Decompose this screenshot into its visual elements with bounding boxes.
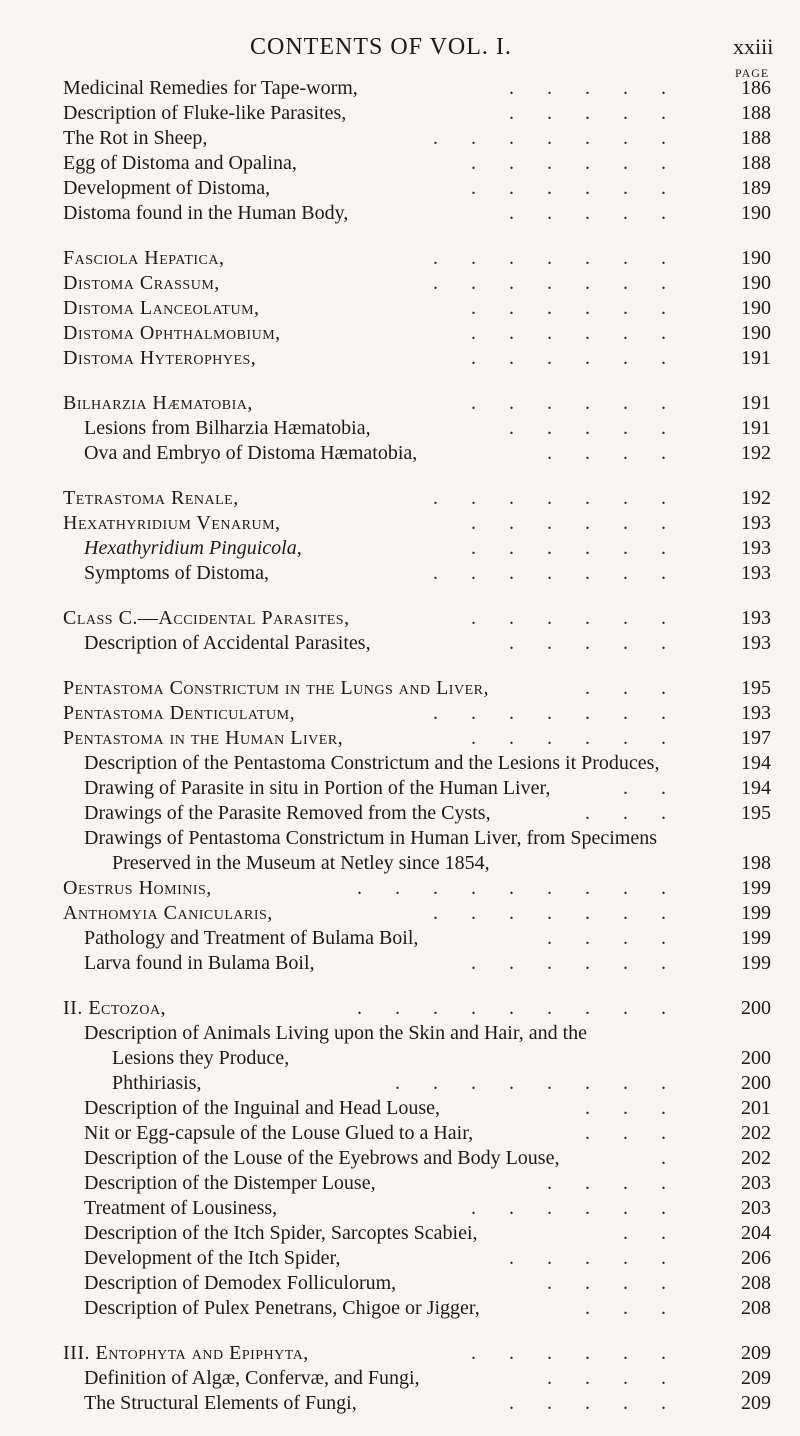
entry-page: 201	[741, 1097, 771, 1119]
leader-dots: . . . .	[547, 927, 680, 949]
toc-entry[interactable]	[0, 126, 800, 151]
toc-entry[interactable]	[0, 701, 800, 726]
toc-entry[interactable]	[0, 996, 800, 1021]
entry-title: Pentastoma Constrictum in the Lungs and Liver,	[63, 677, 489, 699]
entry-page: 198	[741, 852, 771, 874]
entry-title: Distoma Lanceolatum,	[63, 297, 260, 319]
entry-title-continuation: Preserved in the Museum at Netley since 1854,	[112, 852, 490, 874]
toc-entry[interactable]	[0, 176, 800, 201]
page-header	[0, 34, 800, 64]
entry-title: III. Entophyta and Epiphyta,	[63, 1342, 309, 1364]
entry-title: Hexathyridium Pinguicola,	[84, 537, 302, 559]
entry-page: 200	[741, 997, 771, 1019]
entry-page: 186	[741, 77, 771, 99]
entry-page: 197	[741, 727, 771, 749]
toc-entry[interactable]	[0, 901, 800, 926]
leader-dots: . . . . . .	[471, 177, 680, 199]
leader-dots: . . . . . .	[471, 322, 680, 344]
toc-entry[interactable]	[0, 1021, 800, 1071]
entry-page: 188	[741, 102, 771, 124]
leader-dots: . . . . . .	[471, 392, 680, 414]
leader-dots: . . . . . .	[471, 952, 680, 974]
toc-entry[interactable]	[0, 801, 800, 826]
entry-title: Oestrus Hominis,	[63, 877, 212, 899]
leader-dots: . . . . .	[509, 417, 680, 439]
entry-page: 209	[741, 1367, 771, 1389]
entry-title: Description of Accidental Parasites,	[84, 632, 371, 654]
folio-number: xxiii	[733, 34, 774, 59]
toc-entry[interactable]	[0, 346, 800, 371]
leader-dots: . . . . . .	[471, 1342, 680, 1364]
entry-title: Medicinal Remedies for Tape-worm,	[63, 77, 358, 99]
leader-dots: . . . . . . .	[433, 562, 680, 584]
table-of-contents	[0, 76, 800, 1436]
entry-page: 202	[741, 1147, 771, 1169]
entry-page: 209	[741, 1342, 771, 1364]
leader-dots: . . . . . . . . .	[357, 997, 680, 1019]
entry-page: 209	[741, 1392, 771, 1414]
toc-entry[interactable]	[0, 536, 800, 561]
leader-dots: . .	[623, 1222, 680, 1244]
toc-entry[interactable]	[0, 1221, 800, 1246]
entry-title: Egg of Distoma and Opalina,	[63, 152, 297, 174]
leader-dots: . . . . . . . .	[395, 1072, 680, 1094]
entry-page: 193	[741, 702, 771, 724]
toc-entry[interactable]	[0, 511, 800, 536]
toc-entry[interactable]	[0, 271, 800, 296]
entry-title: Pentastoma Denticulatum,	[63, 702, 296, 724]
entry-title: Nit or Egg-capsule of the Louse Glued to a Hair,	[84, 1122, 474, 1144]
leader-dots: . . . . .	[509, 1392, 680, 1414]
leader-dots: . . .	[585, 677, 680, 699]
leader-dots: . . . . . .	[471, 1197, 680, 1219]
entry-title: Distoma Hyterophyes,	[63, 347, 257, 369]
toc-entry[interactable]	[0, 926, 800, 951]
entry-page: 199	[741, 952, 771, 974]
entry-title: Description of Demodex Folliculorum,	[84, 1272, 397, 1294]
entry-title: Description of the Itch Spider, Sarcoptes Scabiei,	[84, 1222, 478, 1244]
leader-dots: . . . . . . .	[433, 127, 680, 149]
entry-title: Pentastoma in the Human Liver,	[63, 727, 344, 749]
leader-dots: . . . . . . .	[433, 902, 680, 924]
toc-entry[interactable]	[0, 876, 800, 901]
leader-dots: . .	[623, 777, 680, 799]
leader-dots: . . . . .	[509, 632, 680, 654]
entry-title: Drawings of the Parasite Removed from the Cysts,	[84, 802, 491, 824]
entry-page: 199	[741, 902, 771, 924]
entry-page: 194	[741, 777, 771, 799]
toc-entry[interactable]	[0, 1246, 800, 1271]
entry-title: Description of Pulex Penetrans, Chigoe or Jigger,	[84, 1297, 480, 1319]
entry-page: 190	[741, 202, 771, 224]
toc-entry[interactable]	[0, 951, 800, 976]
toc-group-distoma-species	[0, 246, 800, 371]
entry-title: Description of the Distemper Louse,	[84, 1172, 376, 1194]
entry-page: 208	[741, 1272, 771, 1294]
leader-dots: . . . .	[547, 1172, 680, 1194]
toc-entry[interactable]	[0, 1071, 800, 1096]
toc-entry[interactable]	[0, 486, 800, 511]
toc-group-accidental-parasites	[0, 606, 800, 656]
entry-title: The Rot in Sheep,	[63, 127, 208, 149]
toc-entry[interactable]	[0, 1341, 800, 1366]
entry-title: Definition of Algæ, Confervæ, and Fungi,	[84, 1367, 420, 1389]
entry-page: 193	[741, 562, 771, 584]
entry-title: Drawing of Parasite in situ in Portion of the Human Liver,	[84, 777, 551, 799]
entry-page: 189	[741, 177, 771, 199]
leader-dots: . . . .	[547, 1367, 680, 1389]
entry-title: Symptoms of Distoma,	[84, 562, 270, 584]
leader-dots: . . . . . .	[471, 297, 680, 319]
leader-dots: . . . . .	[509, 102, 680, 124]
entry-page: 188	[741, 152, 771, 174]
running-title: CONTENTS OF VOL. I.	[250, 34, 512, 60]
entry-page: 199	[741, 877, 771, 899]
entry-page: 208	[741, 1297, 771, 1319]
toc-entry[interactable]	[0, 1296, 800, 1321]
entry-title: Phthiriasis,	[112, 1072, 202, 1094]
toc-entry[interactable]	[0, 441, 800, 466]
entry-title: II. Ectozoa,	[63, 997, 167, 1019]
toc-group-entophyta	[0, 1341, 800, 1416]
entry-title: Development of Distoma,	[63, 177, 271, 199]
entry-page: 203	[741, 1197, 771, 1219]
toc-entry[interactable]	[0, 631, 800, 656]
toc-entry[interactable]	[0, 1391, 800, 1416]
toc-entry[interactable]	[0, 826, 800, 876]
toc-entry[interactable]	[0, 201, 800, 226]
entry-page: 193	[741, 537, 771, 559]
entry-page: 202	[741, 1122, 771, 1144]
toc-entry[interactable]	[0, 246, 800, 271]
toc-entry[interactable]	[0, 751, 800, 776]
leader-dots: . . . . .	[509, 77, 680, 99]
entry-title: Development of the Itch Spider,	[84, 1247, 341, 1269]
toc-entry[interactable]	[0, 1096, 800, 1121]
leader-dots: . . . .	[547, 442, 680, 464]
toc-entry[interactable]	[0, 1271, 800, 1296]
entry-page: 191	[741, 392, 771, 414]
toc-group-bilharzia	[0, 391, 800, 466]
entry-title-continuation: Lesions they Produce,	[112, 1047, 290, 1069]
toc-group-pentastoma	[0, 676, 800, 976]
leader-dots: . . . . . . .	[433, 247, 680, 269]
toc-entry[interactable]	[0, 1171, 800, 1196]
toc-group-ectozoa	[0, 996, 800, 1321]
toc-entry[interactable]	[0, 76, 800, 101]
toc-entry[interactable]	[0, 776, 800, 801]
entry-page: 194	[741, 752, 771, 774]
entry-title: Distoma Ophthalmobium,	[63, 322, 281, 344]
leader-dots: . . . . . . .	[433, 702, 680, 724]
entry-page: 190	[741, 272, 771, 294]
toc-entry[interactable]	[0, 296, 800, 321]
leader-dots: . . . . . . .	[433, 272, 680, 294]
toc-entry[interactable]	[0, 151, 800, 176]
toc-entry[interactable]	[0, 101, 800, 126]
entry-page: 193	[741, 632, 771, 654]
entry-page: 203	[741, 1172, 771, 1194]
entry-page: 199	[741, 927, 771, 949]
leader-dots: . . . . . . . . .	[357, 877, 680, 899]
entry-page: 190	[741, 297, 771, 319]
entry-title: Description of the Inguinal and Head Louse,	[84, 1097, 441, 1119]
entry-title: Distoma found in the Human Body,	[63, 202, 349, 224]
entry-title: Treatment of Lousiness,	[84, 1197, 278, 1219]
entry-page: 192	[741, 487, 771, 509]
toc-entry[interactable]	[0, 561, 800, 586]
entry-title: Description of the Louse of the Eyebrows and Body Louse,	[84, 1147, 560, 1169]
toc-entry[interactable]	[0, 416, 800, 441]
entry-page: 193	[741, 512, 771, 534]
leader-dots: . . . . . .	[471, 727, 680, 749]
entry-page: 200	[741, 1047, 771, 1069]
leader-dots: . . .	[585, 802, 680, 824]
entry-title: Tetrastoma Renale,	[63, 487, 239, 509]
entry-page: 195	[741, 802, 771, 824]
leader-dots: . . . .	[547, 1272, 680, 1294]
leader-dots: .	[661, 1147, 680, 1169]
entry-title: Bilharzia Hæmatobia,	[63, 392, 253, 414]
entry-title: Class C.—Accidental Parasites,	[63, 607, 350, 629]
entry-title: Drawings of Pentastoma Constrictum in Human Liver, from Specimens	[84, 827, 657, 849]
leader-dots: . . . . . . .	[433, 487, 680, 509]
toc-entry[interactable]	[0, 1146, 800, 1171]
toc-entry[interactable]	[0, 391, 800, 416]
leader-dots: . . .	[585, 1122, 680, 1144]
entry-title: Description of Animals Living upon the Skin and Hair, and the	[84, 1022, 588, 1044]
entry-title: Pathology and Treatment of Bulama Boil,	[84, 927, 419, 949]
entry-title: Larva found in Bulama Boil,	[84, 952, 315, 974]
entry-title: The Structural Elements of Fungi,	[84, 1392, 357, 1414]
leader-dots: . . .	[585, 1097, 680, 1119]
entry-page: 191	[741, 347, 771, 369]
toc-entry[interactable]	[0, 1121, 800, 1146]
entry-page: 191	[741, 417, 771, 439]
toc-entry[interactable]	[0, 726, 800, 751]
leader-dots: . . . . . .	[471, 347, 680, 369]
toc-group-tape-worm-flukes	[0, 76, 800, 226]
leader-dots: . . . . . .	[471, 537, 680, 559]
entry-page: 190	[741, 247, 771, 269]
entry-page: 206	[741, 1247, 771, 1269]
toc-entry[interactable]	[0, 321, 800, 346]
entry-page: 188	[741, 127, 771, 149]
leader-dots: . . . . .	[509, 202, 680, 224]
page-column-label: PAGE	[735, 66, 770, 80]
entry-page: 192	[741, 442, 771, 464]
entry-title: Hexathyridium Venarum,	[63, 512, 281, 534]
entry-title: Anthomyia Canicularis,	[63, 902, 273, 924]
toc-entry[interactable]	[0, 1366, 800, 1391]
entry-title: Lesions from Bilharzia Hæmatobia,	[84, 417, 371, 439]
entry-page: 204	[741, 1222, 771, 1244]
entry-title: Description of the Pentastoma Constrictum and the Lesions it Produces,	[84, 752, 660, 774]
leader-dots: . . . . . .	[471, 152, 680, 174]
entry-page: 193	[741, 607, 771, 629]
toc-entry[interactable]	[0, 1196, 800, 1221]
entry-title: Description of Fluke-like Parasites,	[63, 102, 347, 124]
entry-page: 200	[741, 1072, 771, 1094]
entry-page: 195	[741, 677, 771, 699]
entry-page: 190	[741, 322, 771, 344]
leader-dots: . . . . . .	[471, 512, 680, 534]
toc-group-tetrastoma	[0, 486, 800, 586]
entry-title: Ova and Embryo of Distoma Hæmatobia,	[84, 442, 418, 464]
toc-entry[interactable]	[0, 606, 800, 631]
leader-dots: . . .	[585, 1297, 680, 1319]
toc-entry[interactable]	[0, 676, 800, 701]
leader-dots: . . . . . .	[471, 607, 680, 629]
entry-title: Fasciola Hepatica,	[63, 247, 225, 269]
leader-dots: . . . . .	[509, 1247, 680, 1269]
entry-title: Distoma Crassum,	[63, 272, 220, 294]
